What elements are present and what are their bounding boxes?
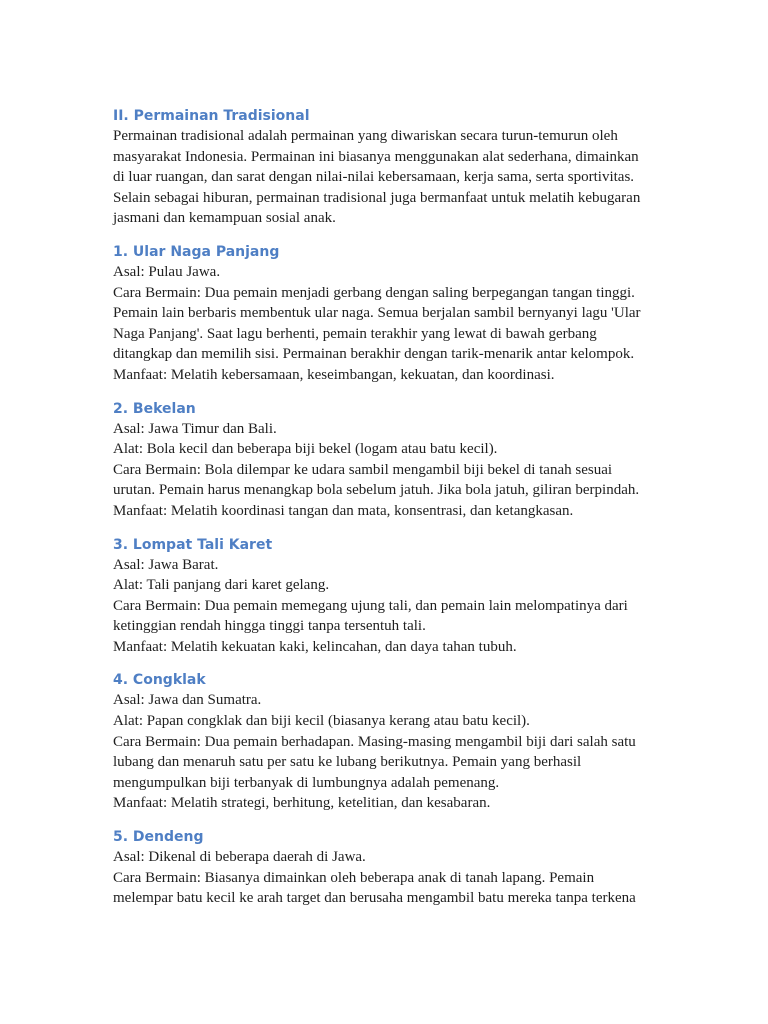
section-heading: II. Permainan Tradisional	[113, 108, 310, 124]
benefit-line: Manfaat: Melatih kekuatan kaki, kelincahan, dan daya tahan tubuh.	[113, 638, 517, 655]
game-section-bekelan	[113, 399, 653, 522]
game-title: 1. Ular Naga Panjang	[113, 243, 280, 260]
game-title: 2. Bekelan	[113, 400, 196, 417]
how-to-play-paragraph: Cara Bermain: Bola dilempar ke udara sambil mengambil biji bekel di tanah sesuai urutan. Pemain harus menangkap bola sebelum jatuh. Jika bola jatuh, giliran berpindah.	[113, 461, 640, 499]
benefit-line: Manfaat: Melatih koordinasi tangan dan mata, konsentrasi, dan ketangkasan.	[113, 502, 574, 519]
origin-line: Asal: Jawa Timur dan Bali.	[113, 420, 277, 437]
benefit-line: Manfaat: Melatih kebersamaan, keseimbangan, kekuatan, dan koordinasi.	[113, 366, 555, 383]
game-title: 3. Lompat Tali Karet	[113, 536, 273, 553]
tool-line: Alat: Bola kecil dan beberapa biji bekel (logam atau batu kecil).	[113, 441, 498, 458]
how-to-play-paragraph: Cara Bermain: Dua pemain memegang ujung tali, dan pemain lain melompatinya dari ketinggian rendah hingga tinggi tanpa tersentuh tali.	[113, 597, 628, 635]
how-to-play-paragraph: Cara Bermain: Dua pemain menjadi gerbang dengan saling berpegangan tangan tinggi. Pemain lain berbaris membentuk ular naga. Semua berjalan sambil bernyanyi lagu 'Ular Naga Panjang'. Saat lagu berhenti, pemain terakhir yang lewat di bawah gerbang ditangkap dan memilih sisi. Permainan berakhir dengan tarik-menarik antar kelompok.	[113, 284, 641, 363]
game-title: 5. Dendeng	[113, 829, 204, 846]
game-section-lompat-tali-karet	[113, 535, 653, 658]
tool-line: Alat: Papan congklak dan biji kecil (biasanya kerang atau batu kecil).	[113, 713, 530, 730]
origin-line: Asal: Jawa Barat.	[113, 556, 219, 573]
how-to-play-paragraph: Cara Bermain: Dua pemain berhadapan. Masing-masing mengambil biji dari salah satu lubang dan menaruh satu per satu ke lubang berikutnya. Pemain yang berhasil mengumpulkan biji terbanyak di lumbungnya adalah pemenang.	[113, 733, 636, 791]
game-section-ular-naga-panjang	[113, 242, 653, 386]
origin-line: Asal: Dikenal di beberapa daerah di Jawa.	[113, 849, 366, 866]
intro-paragraph: Permainan tradisional adalah permainan yang diwariskan secara turun-temurun oleh masyarakat Indonesia. Permainan ini biasanya menggunakan alat sederhana, dimainkan di luar ruangan, dan sarat dengan nilai-nilai kebersamaan, kerja sama, serta sportivitas. Selain sebagai hiburan, permainan tradisional juga bermanfaat untuk melatih kebugaran jasmani dan kemampuan sosial anak.	[113, 128, 641, 227]
origin-line: Asal: Pulau Jawa.	[113, 263, 221, 280]
benefit-line: Manfaat: Melatih strategi, berhitung, ketelitian, dan kesabaran.	[113, 795, 491, 812]
game-section-dendeng	[113, 827, 653, 909]
game-section-congklak	[113, 670, 653, 814]
game-title: 4. Congklak	[113, 672, 206, 689]
document-page	[113, 106, 653, 909]
origin-line: Asal: Jawa dan Sumatra.	[113, 692, 262, 709]
how-to-play-paragraph: Cara Bermain: Biasanya dimainkan oleh beberapa anak di tanah lapang. Pemain melempar batu kecil ke arah target dan berusaha mengambil batu mereka tanpa terkena	[113, 869, 636, 907]
tool-line: Alat: Tali panjang dari karet gelang.	[113, 577, 330, 594]
